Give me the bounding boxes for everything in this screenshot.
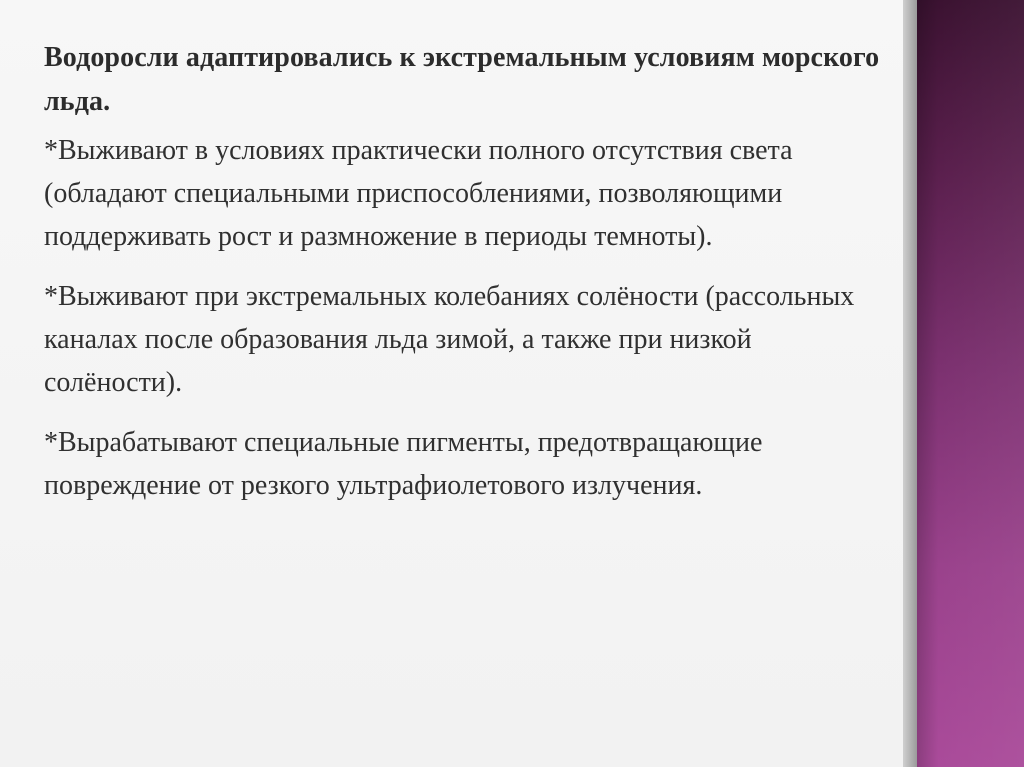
side-divider bbox=[903, 0, 917, 767]
decorative-side-band bbox=[917, 0, 1024, 767]
paragraph-salinity: *Выживают при экстремальных колебаниях солёности (рассольных каналах после образования льда зимой, а также при низкой солёности). bbox=[44, 281, 855, 398]
slide-content bbox=[44, 36, 894, 524]
paragraph-light: *Выживают в условиях практически полного отсутствия света (обладают специальными приспособлениями, позволяющими поддерживать рост и размножение в периоды темноты). bbox=[44, 135, 793, 252]
slide-heading: Водоросли адаптировались к экстремальным условиям морского льда. bbox=[44, 42, 880, 117]
paragraph-pigments: *Вырабатывают специальные пигменты, предотвращающие повреждение от резкого ультрафиолетового излучения. bbox=[44, 427, 763, 501]
